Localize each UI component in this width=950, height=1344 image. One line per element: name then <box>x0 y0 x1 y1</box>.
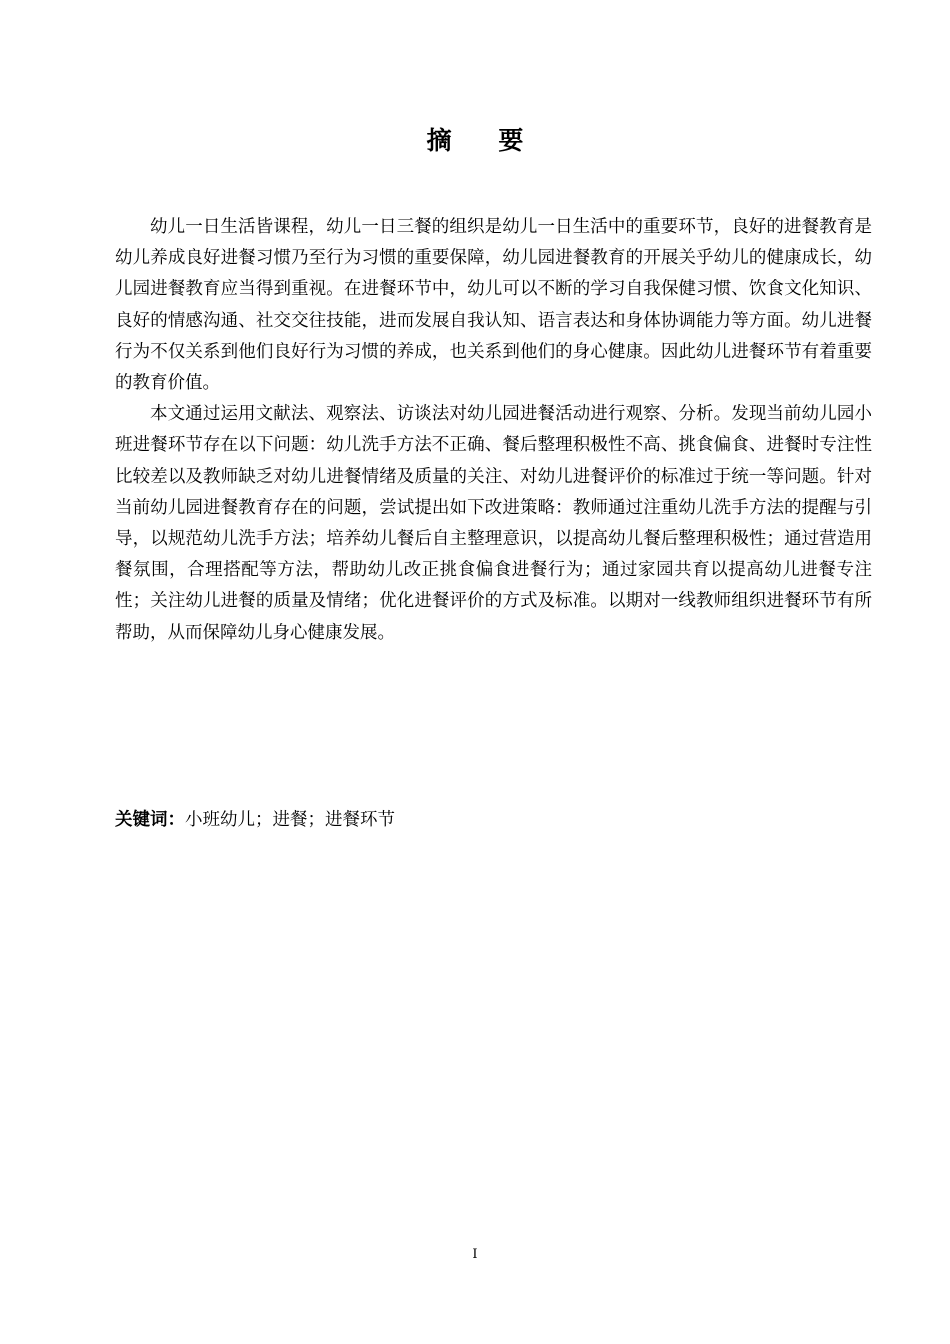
abstract-paragraph-2: 本文通过运用文献法、观察法、访谈法对幼儿园进餐活动进行观察、分析。发现当前幼儿园小班进餐环节存在以下问题：幼儿洗手方法不正确、餐后整理积极性不高、挑食偏食、进餐时专注性比较差以及教师缺乏对幼儿进餐情绪及质量的关注、对幼儿进餐评价的标准过于统一等问题。针对当前幼儿园进餐教育存在的问题，尝试提出如下改进策略：教师通过注重幼儿洗手方法的提醒与引导，以规范幼儿洗手方法；培养幼儿餐后自主整理意识，以提高幼儿餐后整理积极性；通过营造用餐氛围，合理搭配等方法，帮助幼儿改正挑食偏食进餐行为；通过家园共育以提高幼儿进餐专注性；关注幼儿进餐的质量及情绪；优化进餐评价的方式及标准。以期对一线教师组织进餐环节有所帮助，从而保障幼儿身心健康发展。 <box>115 404 872 643</box>
keywords-label: 关键词： <box>115 810 185 830</box>
keywords-value: 小班幼儿；进餐；进餐环节 <box>185 810 395 830</box>
abstract-paragraph-1: 幼儿一日生活皆课程，幼儿一日三餐的组织是幼儿一日生活中的重要环节，良好的进餐教育是幼儿养成良好进餐习惯乃至行为习惯的重要保障，幼儿园进餐教育的开展关乎幼儿的健康成长，幼儿园进餐教育应当得到重视。在进餐环节中，幼儿可以不断的学习自我保健习惯、饮食文化知识、良好的情感沟通、社交交往技能，进而发展自我认知、语言表达和身体协调能力等方面。幼儿进餐行为不仅关系到他们良好行为习惯的养成，也关系到他们的身心健康。因此幼儿进餐环节有着重要的教育价值。 <box>115 217 872 394</box>
abstract-body <box>115 212 872 649</box>
page-title: 摘 要 <box>426 126 543 155</box>
page-number: I <box>472 1247 478 1262</box>
keywords-line <box>115 805 872 836</box>
